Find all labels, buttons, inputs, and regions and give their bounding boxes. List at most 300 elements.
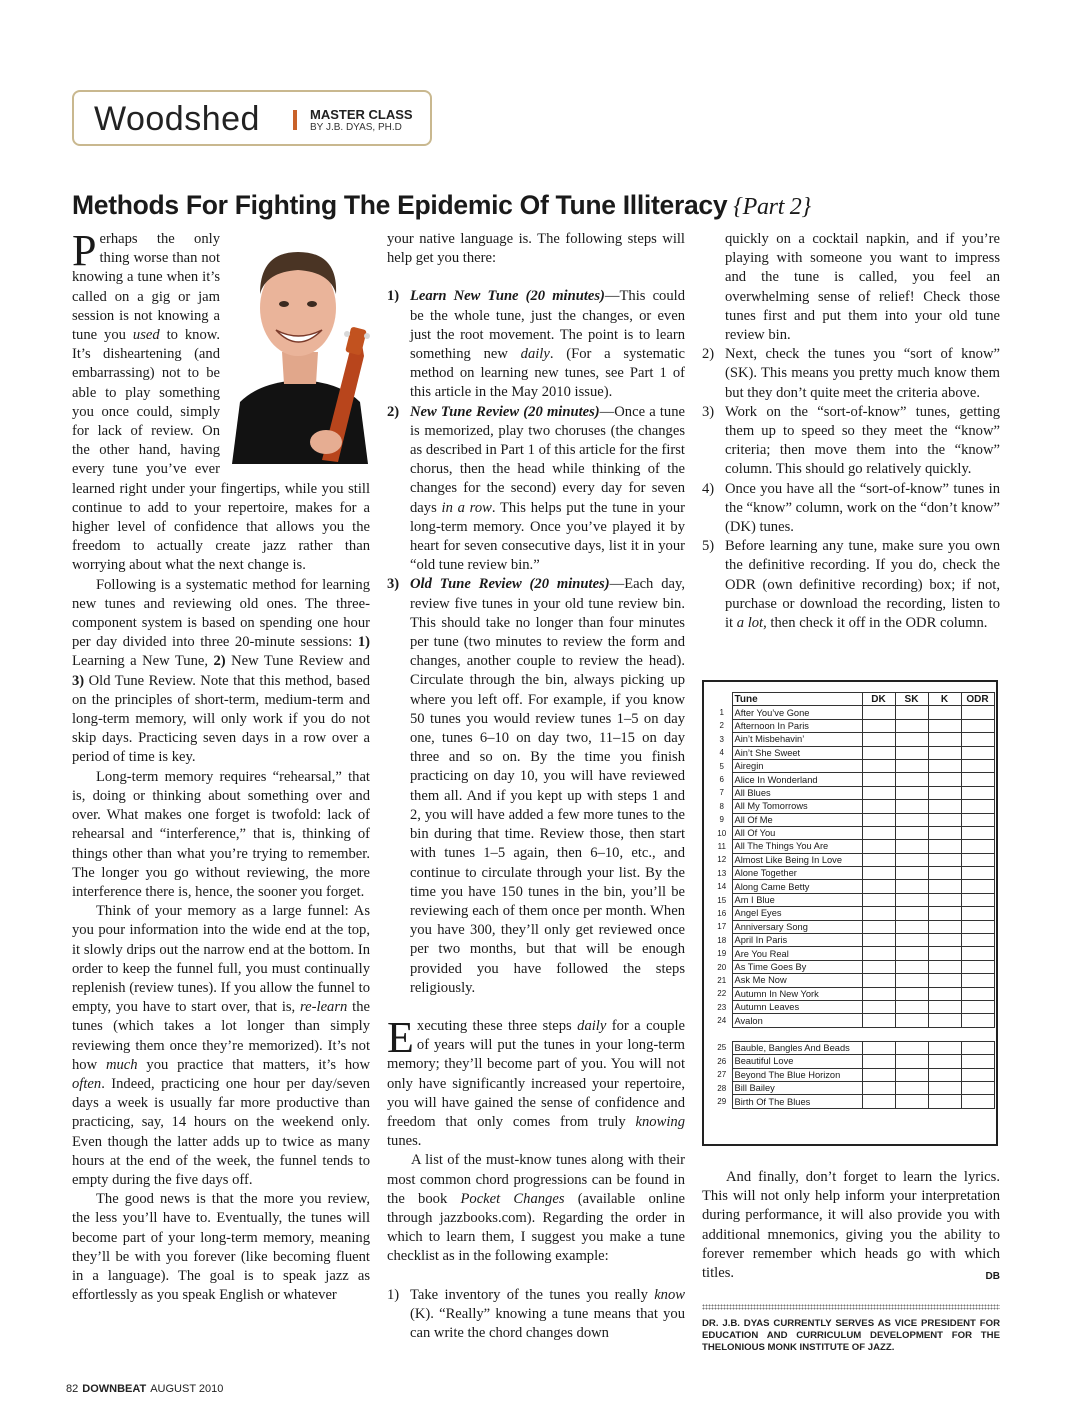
checkbox-dk[interactable] bbox=[862, 800, 895, 813]
col1-p4-italic-often: often bbox=[72, 1075, 102, 1092]
tune-checklist-header bbox=[712, 693, 994, 706]
col3-final-text: And finally, don’t forget to learn the lyrics. This will not only help inform your interpretation during performance, it will also provide you with additional mnemonics, giving you the ability to forever remember which heads go with which titles. bbox=[702, 1169, 1000, 1282]
tune-name: Along Came Betty bbox=[732, 880, 862, 893]
checkbox-odr[interactable] bbox=[961, 974, 994, 987]
step-3-title: Old Tune Review (20 minutes) bbox=[410, 576, 610, 593]
tune-number: 23 bbox=[717, 1002, 727, 1012]
checkbox-dk[interactable] bbox=[862, 786, 895, 799]
checkbox-k[interactable] bbox=[928, 960, 961, 973]
checkbox-dk[interactable] bbox=[862, 826, 895, 839]
tune-name: Airegin bbox=[732, 759, 862, 772]
checkbox-dk[interactable] bbox=[862, 773, 895, 786]
checkbox-odr[interactable] bbox=[961, 853, 994, 866]
checkbox-sk[interactable] bbox=[895, 759, 928, 772]
col1-p2-num2: 2) bbox=[213, 653, 226, 670]
checkbox-sk[interactable] bbox=[895, 1055, 928, 1068]
steps-list bbox=[387, 287, 685, 998]
checkbox-sk[interactable] bbox=[895, 733, 928, 746]
step-2 bbox=[387, 403, 685, 576]
tune-number: 12 bbox=[717, 855, 727, 865]
tune-number: 17 bbox=[717, 922, 727, 932]
author-photo bbox=[230, 232, 370, 464]
step-1-text: —This could be the whole tune, just the changes, or even just the root movement. The point is to learn something new bbox=[410, 288, 685, 363]
dropcap-p: P bbox=[72, 226, 97, 275]
checkbox-dk[interactable] bbox=[862, 1014, 895, 1027]
checkbox-k[interactable] bbox=[928, 907, 961, 920]
checkbox-odr[interactable] bbox=[961, 893, 994, 906]
tune-name: April In Paris bbox=[732, 934, 862, 947]
checkbox-k[interactable] bbox=[928, 786, 961, 799]
col1-p1-text-cont: to know. It’s disheartening (and embarrassing) not to be able to play something you once could, simply for lack of review. On the other hand, having every tune you’ve ever learned right under your fingertips, while you still continue to add to your repertoire, makes for a higher level of confidence that allows you the freedom to actually create jazz rather than worrying about what the next change is. bbox=[72, 327, 370, 574]
tune-name: Are You Real bbox=[732, 947, 862, 960]
checkbox-dk[interactable] bbox=[862, 853, 895, 866]
tune-row bbox=[712, 813, 994, 826]
checklist-step-2-text: Next, check the tunes you “sort of know” (SK). This means you pretty much know them but they don’t quite meet the criteria above. bbox=[725, 346, 1000, 401]
tune-number: 6 bbox=[719, 775, 724, 785]
checkbox-odr[interactable] bbox=[961, 987, 994, 1000]
col3-p1: quickly on a cocktail napkin, and if you’re playing with someone you want to impress and the tune is called, you feel an overwhelming sense of relief! Check those tunes first and put them into your old tune review bin. bbox=[725, 231, 1000, 344]
checkbox-odr[interactable] bbox=[961, 759, 994, 772]
tune-row bbox=[712, 907, 994, 920]
column-2 bbox=[387, 230, 685, 1343]
checkbox-k[interactable] bbox=[928, 773, 961, 786]
checkbox-k[interactable] bbox=[928, 733, 961, 746]
tune-name: Alone Together bbox=[732, 867, 862, 880]
tune-name: Alice In Wonderland bbox=[732, 773, 862, 786]
checkbox-sk[interactable] bbox=[895, 1081, 928, 1094]
header-divider bbox=[293, 110, 297, 130]
checkbox-k[interactable] bbox=[928, 880, 961, 893]
checklist-step-2 bbox=[702, 345, 1000, 403]
col2-p2-italic-knowing: knowing bbox=[635, 1113, 685, 1130]
checkbox-odr[interactable] bbox=[961, 840, 994, 853]
checkbox-odr[interactable] bbox=[961, 867, 994, 880]
checkbox-dk[interactable] bbox=[862, 974, 895, 987]
checkbox-odr[interactable] bbox=[961, 1055, 994, 1068]
checkbox-sk[interactable] bbox=[895, 853, 928, 866]
checkbox-odr[interactable] bbox=[961, 773, 994, 786]
checkbox-odr[interactable] bbox=[961, 813, 994, 826]
checklist-step-3-text: Work on the “sort-of-know” tunes, getting them up to speed so they meet the “know” criteria; then move them into the “know” column. This should go relatively quickly. bbox=[725, 403, 1000, 478]
checkbox-sk[interactable] bbox=[895, 893, 928, 906]
tune-name: All Blues bbox=[732, 786, 862, 799]
tune-name: Am I Blue bbox=[732, 893, 862, 906]
checklist-step-5-text: Before learning any tune, make sure you own the definitive recording. If you do, check the ODR (own definitive recording) box; if not, purchase or download the recording, listen to it bbox=[725, 538, 1000, 632]
dropcap-e: E bbox=[387, 1012, 414, 1062]
checkbox-k[interactable] bbox=[928, 893, 961, 906]
checkbox-sk[interactable] bbox=[895, 987, 928, 1000]
checklist-step-1-italic: know bbox=[654, 1286, 685, 1303]
checkbox-odr[interactable] bbox=[961, 907, 994, 920]
checklist-steps bbox=[387, 1286, 685, 1344]
section-header bbox=[72, 90, 432, 146]
tune-name: Beautiful Love bbox=[732, 1055, 862, 1068]
checklist-step-5-number: 5) bbox=[702, 538, 715, 555]
checkbox-odr[interactable] bbox=[961, 719, 994, 732]
tune-number: 5 bbox=[719, 761, 724, 771]
tune-number: 28 bbox=[717, 1083, 727, 1093]
col1-p4-italic-relearn: re-learn bbox=[300, 999, 348, 1016]
tune-number: 13 bbox=[717, 868, 727, 878]
step-2-text-b: . This helps put the tune in your long-term memory. Once you’ve played it by heart for seven consecutive days, list it in your “old tune review bin.” bbox=[410, 499, 685, 574]
col2-p1: your native language is. The following steps will help get you there: bbox=[387, 231, 685, 267]
header-dk: DK bbox=[862, 693, 895, 706]
checkbox-sk[interactable] bbox=[895, 880, 928, 893]
step-1-number: 1) bbox=[387, 288, 400, 305]
tune-row bbox=[712, 853, 994, 866]
checkbox-k[interactable] bbox=[928, 1014, 961, 1027]
checkbox-sk[interactable] bbox=[895, 826, 928, 839]
checkbox-dk[interactable] bbox=[862, 719, 895, 732]
tune-row bbox=[712, 880, 994, 893]
tune-number: 7 bbox=[719, 788, 724, 798]
checklist-steps-cont bbox=[702, 345, 1000, 633]
tune-row bbox=[712, 1095, 994, 1108]
col1-p1-italic: used bbox=[132, 327, 160, 344]
checkbox-k[interactable] bbox=[928, 840, 961, 853]
checkbox-odr[interactable] bbox=[961, 826, 994, 839]
headline-title: Methods For Fighting The Epidemic Of Tune Illiteracy bbox=[72, 190, 728, 220]
checkbox-k[interactable] bbox=[928, 934, 961, 947]
checkbox-k[interactable] bbox=[928, 1055, 961, 1068]
tune-number: 10 bbox=[717, 828, 727, 838]
checkbox-dk[interactable] bbox=[862, 934, 895, 947]
tune-number: 8 bbox=[719, 801, 724, 811]
checkbox-k[interactable] bbox=[928, 1000, 961, 1013]
tune-number: 20 bbox=[717, 962, 727, 972]
checkbox-dk[interactable] bbox=[862, 1041, 895, 1054]
headline-part: {Part 2} bbox=[733, 194, 811, 220]
checkbox-dk[interactable] bbox=[862, 706, 895, 719]
checkbox-sk[interactable] bbox=[895, 706, 928, 719]
tune-number: 26 bbox=[717, 1056, 727, 1066]
header-sk: SK bbox=[895, 693, 928, 706]
master-class-label: MASTER CLASS bbox=[310, 107, 413, 122]
checkbox-k[interactable] bbox=[928, 1081, 961, 1094]
checkbox-dk[interactable] bbox=[862, 947, 895, 960]
col1-p4-text-c: you practice that matters, it’s how bbox=[137, 1056, 370, 1073]
tune-row bbox=[712, 800, 994, 813]
checkbox-odr[interactable] bbox=[961, 947, 994, 960]
checkbox-odr[interactable] bbox=[961, 1000, 994, 1013]
checkbox-sk[interactable] bbox=[895, 1000, 928, 1013]
tune-name: All The Things You Are bbox=[732, 840, 862, 853]
step-3 bbox=[387, 575, 685, 997]
tune-row bbox=[712, 746, 994, 759]
checkbox-k[interactable] bbox=[928, 947, 961, 960]
tune-number: 25 bbox=[717, 1043, 727, 1053]
checkbox-sk[interactable] bbox=[895, 1068, 928, 1081]
checkbox-sk[interactable] bbox=[895, 867, 928, 880]
checkbox-odr[interactable] bbox=[961, 1095, 994, 1108]
tune-row bbox=[712, 786, 994, 799]
tune-row bbox=[712, 1081, 994, 1094]
checkbox-odr[interactable] bbox=[961, 733, 994, 746]
checkbox-k[interactable] bbox=[928, 706, 961, 719]
checkbox-sk[interactable] bbox=[895, 773, 928, 786]
checkbox-dk[interactable] bbox=[862, 1000, 895, 1013]
publication-name: DOWNBEAT bbox=[82, 1383, 147, 1395]
tune-name: All Of You bbox=[732, 826, 862, 839]
checkbox-dk[interactable] bbox=[862, 867, 895, 880]
checkbox-dk[interactable] bbox=[862, 960, 895, 973]
col1-p5: The good news is that the more you review, the less you’ll have to. Eventually, the tunes will become part of your long-term memory, meaning they’ll be with you forever (like becoming fluent in a language). The goal is to speak jazz as effortlessly as you speak English or whatever bbox=[72, 1191, 370, 1304]
checklist-step-4-number: 4) bbox=[702, 480, 715, 497]
col1-p2-text-d: Old Tune Review. Note that this method, based on the principles of short-term, medium-term and long-term memory, will only work if you do not skip days. Practicing seven days in a row over a period of time is key. bbox=[72, 672, 370, 766]
checkbox-k[interactable] bbox=[928, 1095, 961, 1108]
step-1-text-b: . (For a systematic method on learning new tunes, see Part 1 of this article in the May 2010 issue). bbox=[410, 346, 685, 401]
checkbox-odr[interactable] bbox=[961, 880, 994, 893]
checkbox-dk[interactable] bbox=[862, 1095, 895, 1108]
checkbox-k[interactable] bbox=[928, 920, 961, 933]
tune-name: Afternoon In Paris bbox=[732, 719, 862, 732]
checkbox-k[interactable] bbox=[928, 813, 961, 826]
col2-p2-text-b: for a couple of years will put the tunes in your long-term memory; they’ll become part of you. You will not only have significantly increased your repertoire, you will have gained the sense of confidence and freedom that only comes from truly bbox=[387, 1017, 685, 1130]
tune-name: Avalon bbox=[732, 1014, 862, 1027]
checkbox-dk[interactable] bbox=[862, 920, 895, 933]
checkbox-sk[interactable] bbox=[895, 934, 928, 947]
col1-p2-text: Following is a systematic method for learning new tunes and reviewing old ones. The three-component system is based on spending one hour per day divided into three 20-minute sessions: bbox=[72, 576, 370, 651]
checkbox-sk[interactable] bbox=[895, 719, 928, 732]
tune-name: Bill Bailey bbox=[732, 1081, 862, 1094]
author-byline: BY J.B. DYAS, PH.D bbox=[310, 122, 402, 133]
checkbox-dk[interactable] bbox=[862, 907, 895, 920]
tune-name: As Time Goes By bbox=[732, 960, 862, 973]
tune-checklist-body bbox=[712, 706, 994, 1108]
tune-row bbox=[712, 974, 994, 987]
checklist-step-5 bbox=[702, 537, 1000, 633]
tune-number: 22 bbox=[717, 989, 727, 999]
checkbox-odr[interactable] bbox=[961, 1014, 994, 1027]
col1-p2-text-c: New Tune Review and bbox=[225, 653, 370, 670]
tune-name: All Of Me bbox=[732, 813, 862, 826]
checkbox-sk[interactable] bbox=[895, 947, 928, 960]
checkbox-k[interactable] bbox=[928, 974, 961, 987]
checkbox-sk[interactable] bbox=[895, 960, 928, 973]
checkbox-odr[interactable] bbox=[961, 1081, 994, 1094]
tune-checklist-grid bbox=[712, 692, 995, 1109]
checklist-step-3-number: 3) bbox=[702, 403, 715, 420]
bio-divider bbox=[702, 1304, 1000, 1310]
end-mark: DB bbox=[985, 1271, 1000, 1283]
checkbox-odr[interactable] bbox=[961, 1041, 994, 1054]
tune-number: 21 bbox=[717, 975, 727, 985]
tune-row bbox=[712, 706, 994, 719]
tune-name: Angel Eyes bbox=[732, 907, 862, 920]
page-number: 82 bbox=[66, 1383, 79, 1395]
col1-p4-text-b: the tunes (which takes a lot longer than simply reviewing them once they’re memorized). It’s not how bbox=[72, 999, 370, 1073]
tune-number: 2 bbox=[719, 721, 724, 731]
checkbox-sk[interactable] bbox=[895, 800, 928, 813]
tune-name: Beyond The Blue Horizon bbox=[732, 1068, 862, 1081]
tune-row bbox=[712, 1014, 994, 1027]
step-2-title: New Tune Review (20 minutes) bbox=[410, 403, 600, 420]
page-footer bbox=[66, 1383, 223, 1395]
tune-row bbox=[712, 733, 994, 746]
tune-number: 29 bbox=[717, 1097, 727, 1107]
step-1 bbox=[387, 287, 685, 402]
checkbox-k[interactable] bbox=[928, 1041, 961, 1054]
col2-p3-book-title: Pocket Changes bbox=[460, 1190, 565, 1207]
tune-name: Bauble, Bangles And Beads bbox=[732, 1041, 862, 1054]
tune-name: Almost Like Being In Love bbox=[732, 853, 862, 866]
checkbox-sk[interactable] bbox=[895, 813, 928, 826]
step-2-number: 2) bbox=[387, 403, 400, 420]
checklist-step-1 bbox=[387, 1286, 685, 1344]
tune-row bbox=[712, 987, 994, 1000]
tune-row bbox=[712, 1000, 994, 1013]
step-2-text: —Once a tune is memorized, play two choruses (the changes as described in Part 1 of this article for the first chorus, then the head while thinking of the changes for the second) every day for seven days bbox=[410, 403, 685, 516]
checkbox-k[interactable] bbox=[928, 1068, 961, 1081]
col1-p4-text-d: . Indeed, practicing one hour per day/seven days a week is usually far more productive than practicing, say, 14 hours on the weekend only. Even though the latter adds up to twice as many hours at the end of the week, the funnel tends to empty during the five days off. bbox=[72, 1075, 370, 1188]
step-1-italic: daily bbox=[520, 346, 550, 363]
tune-name: Birth Of The Blues bbox=[732, 1095, 862, 1108]
checkbox-dk[interactable] bbox=[862, 759, 895, 772]
step-3-number: 3) bbox=[387, 576, 400, 593]
tune-number: 19 bbox=[717, 949, 727, 959]
tune-number: 24 bbox=[717, 1016, 727, 1026]
step-2-italic: in a row bbox=[441, 499, 492, 516]
checkbox-dk[interactable] bbox=[862, 893, 895, 906]
tune-row bbox=[712, 960, 994, 973]
tune-number: 18 bbox=[717, 935, 727, 945]
section-title: Woodshed bbox=[94, 100, 260, 138]
checkbox-k[interactable] bbox=[928, 800, 961, 813]
checkbox-dk[interactable] bbox=[862, 1068, 895, 1081]
checkbox-k[interactable] bbox=[928, 746, 961, 759]
tune-name: Ain’t She Sweet bbox=[732, 746, 862, 759]
article-headline bbox=[72, 190, 811, 221]
col1-p4-text: Think of your memory as a large funnel: As you pour information into the wide end at the top, it slowly drips out the narrow end at the bottom. In order to keep the funnel full, you must continually replenish (review tunes). If you allow the funnel to empty, you have to start over, that is, bbox=[72, 903, 370, 1016]
tune-name: Ask Me Now bbox=[732, 974, 862, 987]
col1-p1-text: erhaps the only thing worse than not knowing a tune when it’s called on a gig or jam session is not knowing a tune you bbox=[72, 231, 220, 344]
tune-name: Ain’t Misbehavin’ bbox=[732, 733, 862, 746]
checklist-step-4 bbox=[702, 480, 1000, 538]
checkbox-odr[interactable] bbox=[961, 920, 994, 933]
tune-name: After You’ve Gone bbox=[732, 706, 862, 719]
checklist-step-5-italic: a lot bbox=[736, 615, 764, 632]
tune-row bbox=[712, 947, 994, 960]
header-tune: Tune bbox=[732, 693, 862, 706]
checkbox-dk[interactable] bbox=[862, 813, 895, 826]
tune-row bbox=[712, 920, 994, 933]
table-gap bbox=[712, 1027, 994, 1041]
col2-p2-text-c: tunes. bbox=[387, 1133, 422, 1150]
checkbox-sk[interactable] bbox=[895, 1014, 928, 1027]
checkbox-dk[interactable] bbox=[862, 987, 895, 1000]
tune-number: 27 bbox=[717, 1070, 727, 1080]
checkbox-sk[interactable] bbox=[895, 840, 928, 853]
checkbox-k[interactable] bbox=[928, 987, 961, 1000]
col1-p2-num3: 3) bbox=[72, 672, 85, 689]
tune-number: 4 bbox=[719, 748, 724, 758]
checklist-step-4-text: Once you have all the “sort-of-know” tunes in the “know” column, work on the “don’t know” (DK) tunes. bbox=[725, 480, 1000, 536]
checkbox-sk[interactable] bbox=[895, 907, 928, 920]
tune-name: Anniversary Song bbox=[732, 920, 862, 933]
checkbox-k[interactable] bbox=[928, 719, 961, 732]
checkbox-dk[interactable] bbox=[862, 1055, 895, 1068]
checklist-step-2-number: 2) bbox=[702, 346, 715, 363]
checkbox-odr[interactable] bbox=[961, 1068, 994, 1081]
checkbox-k[interactable] bbox=[928, 867, 961, 880]
checkbox-dk[interactable] bbox=[862, 1081, 895, 1094]
issue-date: AUGUST 2010 bbox=[150, 1383, 224, 1395]
header-odr: ODR bbox=[961, 693, 994, 706]
tune-row bbox=[712, 934, 994, 947]
tune-row bbox=[712, 826, 994, 839]
tune-number: 11 bbox=[717, 841, 726, 851]
checkbox-dk[interactable] bbox=[862, 733, 895, 746]
col2-p2-italic: daily bbox=[577, 1017, 607, 1034]
checkbox-odr[interactable] bbox=[961, 934, 994, 947]
tune-number: 15 bbox=[717, 895, 727, 905]
tune-name: Autumn In New York bbox=[732, 987, 862, 1000]
col2-p3-text: A list of the must-know tunes along with their most common chord progressions can be found in the book bbox=[387, 1152, 685, 1207]
checkbox-sk[interactable] bbox=[895, 1041, 928, 1054]
col2-p3-text-b: (available online through jazzbooks.com). Regarding the order in which to learn them, I suggest you make a tune checklist as in the following example: bbox=[387, 1190, 685, 1265]
tune-row bbox=[712, 867, 994, 880]
checklist-step-3 bbox=[702, 403, 1000, 480]
tune-row bbox=[712, 773, 994, 786]
step-3-text: —Each day, review five tunes in your old tune review bin. This should take no longer than four minutes per tune (two minutes to review the form and changes, another couple to review the head). Circulate through the bin, always picking up where you left off. For example, if you know 50 tunes you would review tunes 1–5 on day one, tunes 6–10 on day two, 11–15 on day three and so on. By the time you finish practicing on day 10, you will have reviewed them all. And if you kept up with steps 1 and 2, you will have added a few more tunes to the bin during that time. Review those, then start with tunes 1–5 again, then 6–10, etc., and continue to circulate through your list. By the time you have 150 tunes in the bin, you’ll be reviewing each of them once per month. When you have 300, they’ll only get reviewed once per two months, but that will be enough provided you have followed the steps religiously. bbox=[410, 576, 685, 996]
checkbox-odr[interactable] bbox=[961, 786, 994, 799]
col2-p2-text: xecuting these three steps bbox=[416, 1017, 578, 1034]
checkbox-odr[interactable] bbox=[961, 800, 994, 813]
checklist-step-1-number: 1) bbox=[387, 1286, 400, 1303]
checklist-step-1-text-b: (K). “Really” knowing a tune means that you can write the chord changes down bbox=[410, 1305, 685, 1341]
checkbox-sk[interactable] bbox=[895, 786, 928, 799]
checkbox-k[interactable] bbox=[928, 759, 961, 772]
checkbox-odr[interactable] bbox=[961, 746, 994, 759]
col1-p2-num1: 1) bbox=[357, 634, 370, 651]
checkbox-dk[interactable] bbox=[862, 840, 895, 853]
checkbox-dk[interactable] bbox=[862, 880, 895, 893]
checkbox-dk[interactable] bbox=[862, 746, 895, 759]
author-photo-image bbox=[230, 232, 370, 464]
checkbox-sk[interactable] bbox=[895, 1095, 928, 1108]
tune-row bbox=[712, 759, 994, 772]
checkbox-k[interactable] bbox=[928, 853, 961, 866]
tune-number: 9 bbox=[719, 815, 724, 825]
tune-name: Autumn Leaves bbox=[732, 1000, 862, 1013]
tune-row bbox=[712, 1055, 994, 1068]
col1-p2-text-b: Learning a New Tune, bbox=[72, 653, 214, 670]
tune-row bbox=[712, 893, 994, 906]
tune-number: 3 bbox=[719, 734, 724, 744]
col1-p4-italic-much: much bbox=[105, 1056, 138, 1073]
column-3 bbox=[702, 230, 1000, 633]
tune-row bbox=[712, 1068, 994, 1081]
tune-checklist bbox=[702, 680, 998, 1146]
tune-number: 1 bbox=[719, 708, 724, 718]
column-1 bbox=[72, 226, 370, 1305]
checkbox-sk[interactable] bbox=[895, 920, 928, 933]
checkbox-sk[interactable] bbox=[895, 974, 928, 987]
tune-number: 14 bbox=[717, 882, 727, 892]
step-1-title: Learn New Tune (20 minutes) bbox=[410, 288, 605, 305]
tune-number: 16 bbox=[717, 908, 727, 918]
checkbox-odr[interactable] bbox=[961, 706, 994, 719]
col1-p3: Long-term memory requires “rehearsal,” that is, doing or thinking about something over and over. What makes one forget is twofold: lack of rehearsal and “interference,” that is, thinking of things other than what you’re trying to remember. The longer you go without reviewing, the more interference there is, hence, the sooner you forget. bbox=[72, 768, 370, 900]
author-bio: DR. J.B. DYAS CURRENTLY SERVES AS VICE PRESIDENT FOR EDUCATION AND CURRICULUM DEVELOPMENT FOR THE THELONIOUS MONK INSTITUTE OF JAZZ. bbox=[702, 1318, 1000, 1354]
checkbox-sk[interactable] bbox=[895, 746, 928, 759]
tune-row bbox=[712, 719, 994, 732]
checklist-step-1-text: Take inventory of the tunes you really bbox=[410, 1286, 655, 1303]
checkbox-k[interactable] bbox=[928, 826, 961, 839]
tune-row bbox=[712, 840, 994, 853]
header-k: K bbox=[928, 693, 961, 706]
checkbox-odr[interactable] bbox=[961, 960, 994, 973]
